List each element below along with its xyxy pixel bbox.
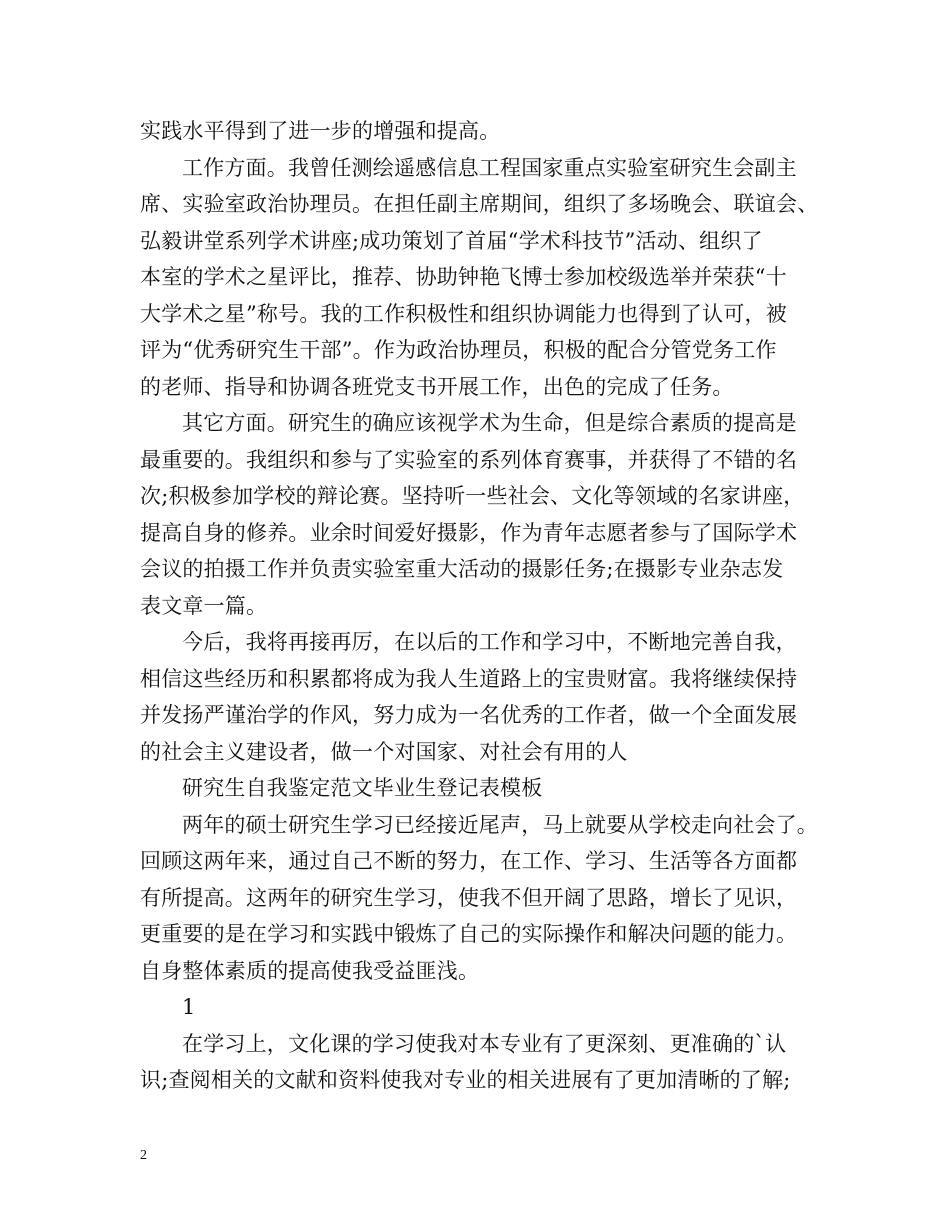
text-line: 表文章一篇。	[140, 593, 268, 618]
text-line: 更重要的是在学习和实践中锻炼了自己的实际操作和解决问题的能力。	[140, 922, 798, 946]
paragraph-line: 工作方面。我曾任测绘遥感信息工程国家重点实验室研究生会副主	[182, 155, 797, 180]
paragraph-line: 两年的硕士研究生学习已经接近尾声，马上就要从学校走向社会了。	[182, 812, 818, 837]
text-line: 识;查阅相关的文献和资料使我对专业的相关进展有了更加清晰的了解;	[140, 1068, 791, 1092]
text-line: 次;积极参加学校的辩论赛。坚持听一些社会、文化等领域的名家讲座，	[140, 484, 805, 508]
page-number: 2	[140, 1148, 147, 1163]
text-line: 自身整体素质的提高使我受益匪浅。	[140, 958, 480, 983]
text-line: 本室的学术之星评比，推荐、协助钟艳飞博士参加校级选举并荣获“十	[140, 265, 787, 289]
text-line: 评为“优秀研究生干部”。作为政治协理员，积极的配合分管党务工作	[140, 338, 777, 362]
text-line: 最重要的。我组织和参与了实验室的系列体育赛事，并获得了不错的名	[140, 447, 798, 472]
inline-number: 1	[182, 995, 196, 1019]
paragraph-line: 其它方面。研究生的确应该视学术为生命，但是综合素质的提高是	[182, 411, 797, 435]
text-line: 有所提高。这两年的研究生学习，使我不但开阔了思路，增长了见识，	[140, 885, 798, 910]
document-body	[140, 113, 830, 1099]
text-line: 大学术之星”称号。我的工作积极性和组织协调能力也得到了认可，被	[140, 301, 787, 326]
text-line: 弘毅讲堂系列学术讲座;成功策划了首届“学术科技节”活动、组织了	[140, 228, 763, 253]
paragraph-line: 今后，我将再接再厉，在以后的工作和学习中，不断地完善自我，	[182, 630, 797, 654]
text-line: 席、实验室政治协理员。在担任副主席期间，组织了多场晚会、联谊会、	[140, 192, 819, 216]
text-line: 回顾这两年来，通过自己不断的努力，在工作、学习、生活等各方面都	[140, 849, 798, 873]
paragraph-line: 在学习上，文化课的学习使我对本专业有了更深刻、更准确的`认	[182, 1031, 787, 1056]
text-line: 提高自身的修养。业余时间爱好摄影，作为青年志愿者参与了国际学术	[140, 520, 798, 545]
text-line: 的社会主义建设者，做一个对国家、对社会有用的人	[140, 739, 628, 764]
text-line: 的老师、指导和协调各班党支书开展工作，出色的完成了任务。	[140, 374, 734, 399]
text-line: 会议的拍摄工作并负责实验室重大活动的摄影任务;在摄影专业杂志发	[140, 557, 784, 581]
text-line: 实践水平得到了进一步的增强和提高。	[140, 119, 501, 143]
section-title: 研究生自我鉴定范文毕业生登记表模板	[182, 776, 543, 800]
text-line: 并发扬严谨治学的作风，努力成为一名优秀的工作者，做一个全面发展	[140, 703, 798, 727]
text-line: 相信这些经历和积累都将成为我人生道路上的宝贵财富。我将继续保持	[140, 666, 798, 691]
